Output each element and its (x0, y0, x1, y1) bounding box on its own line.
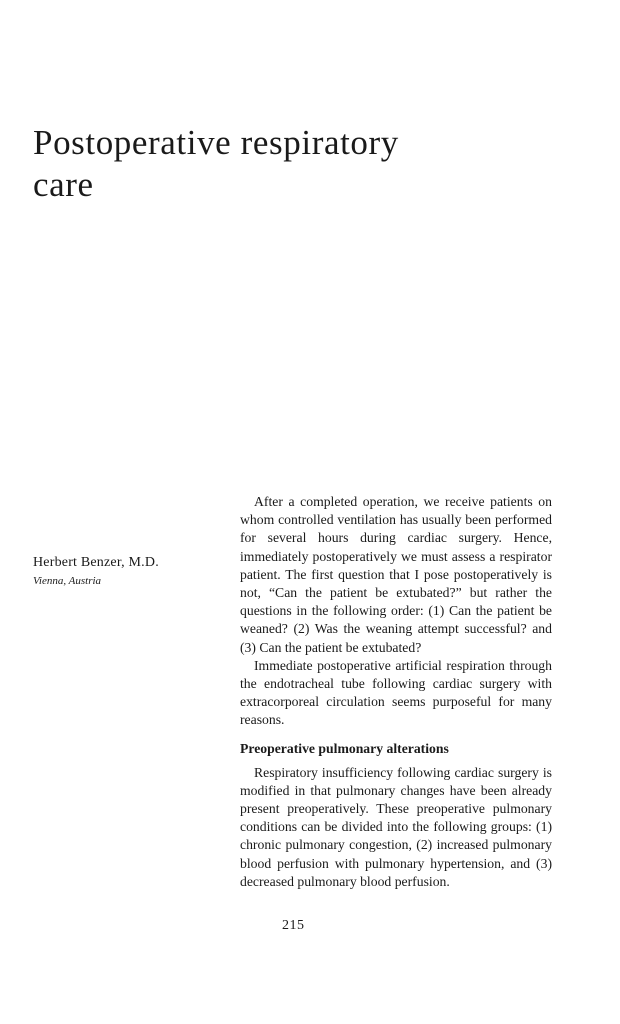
body-paragraph: After a completed operation, we receive patients on whom controlled ventilation has usually been performed for several hours during cardiac surgery. Hence, immediately postoperatively we must assess a respirator patient. The first question that I pose postoperatively is not, “Can the patient be extubated?” but rather the questions in the following order: (1) Can the patient be weaned? (2) Was the weaning attempt successful? and (3) Can the patient be extubated? (240, 494, 552, 655)
author-affiliation: Vienna, Austria (33, 575, 102, 587)
body-paragraph: Respiratory insufficiency following cardiac surgery is modified in that pulmonary changes have been already present preoperatively. These preoperative pulmonary conditions can be divided into the following groups: (1) chronic pulmonary congestion, (2) increased pulmonary blood perfusion with pulmonary hypertension, and (3) decreased pulmonary blood perfusion. (240, 764, 552, 889)
article-title: Postoperative respiratory care (33, 123, 399, 204)
author-name: Herbert Benzer, M.D. (33, 555, 159, 570)
body-column (240, 493, 552, 891)
body-paragraph: Immediate postoperative artificial respiration through the endotracheal tube following cardiac surgery with extracorporeal circulation seems purposeful for many reasons. (240, 657, 552, 728)
section-heading: Preoperative pulmonary alterations (240, 740, 449, 756)
page-number: 215 (282, 918, 305, 933)
